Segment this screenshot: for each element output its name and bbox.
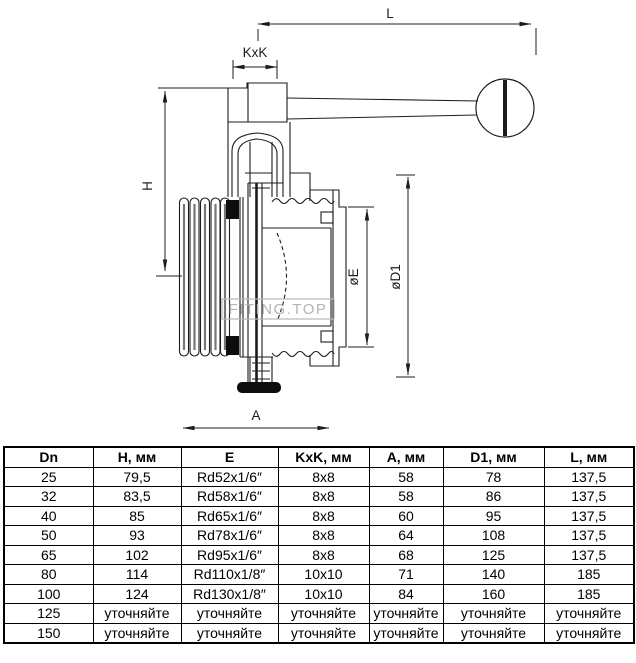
table-header-row [4, 447, 634, 467]
table-cell: 50 [4, 526, 93, 546]
table-cell: 58 [369, 467, 443, 487]
table-cell: 60 [369, 506, 443, 526]
table-row [4, 526, 634, 546]
table-row [4, 467, 634, 487]
table-cell: 137,5 [544, 506, 634, 526]
table-cell: уточняйте [369, 604, 443, 624]
table-cell: 40 [4, 506, 93, 526]
dimensions-table [3, 446, 635, 644]
table-cell: 185 [544, 584, 634, 604]
table-row [4, 545, 634, 565]
handle-ball-grip [476, 79, 534, 137]
table-row [4, 506, 634, 526]
table-cell: уточняйте [369, 623, 443, 643]
table-cell: 83,5 [93, 487, 181, 507]
column-header: H, мм [93, 447, 181, 467]
table-cell: Rd110x1/8″ [181, 565, 278, 585]
table-row [4, 565, 634, 585]
table-cell: 124 [93, 584, 181, 604]
table-cell: 8x8 [278, 545, 369, 565]
table-cell: 79,5 [93, 467, 181, 487]
table-row [4, 604, 634, 624]
lower-stem [237, 357, 281, 393]
table-cell: 137,5 [544, 487, 634, 507]
seal-rings [226, 200, 239, 355]
stem-housing [228, 122, 310, 197]
table-cell: 32 [4, 487, 93, 507]
dim-label-KxK: KxK [242, 45, 268, 60]
table-cell: Rd78x1/6″ [181, 526, 278, 546]
handle-bar [287, 98, 478, 119]
table-cell: 140 [443, 565, 544, 585]
right-body [262, 190, 346, 366]
table-cell: Rd58x1/6″ [181, 487, 278, 507]
table-cell: уточняйте [544, 623, 634, 643]
table-cell: 160 [443, 584, 544, 604]
table-row [4, 623, 634, 643]
column-header: Dn [4, 447, 93, 467]
table-cell: уточняйте [93, 623, 181, 643]
table-cell: 80 [4, 565, 93, 585]
table-cell: Rd52x1/6″ [181, 467, 278, 487]
dimension-KxK [233, 60, 277, 79]
table-cell: 8x8 [278, 467, 369, 487]
handle-stem-block [228, 83, 287, 122]
table-cell: 137,5 [544, 526, 634, 546]
column-header: L, мм [544, 447, 634, 467]
table-header [4, 447, 634, 467]
table-cell: Rd95x1/6″ [181, 545, 278, 565]
table-cell: 185 [544, 565, 634, 585]
table-cell: 108 [443, 526, 544, 546]
watermark [222, 299, 334, 319]
dim-label-E: øE [346, 268, 361, 286]
column-header: E [181, 447, 278, 467]
threaded-end [180, 197, 241, 357]
dimension-H [156, 88, 230, 276]
table-body [4, 467, 634, 643]
table-cell: Rd130x1/8″ [181, 584, 278, 604]
table-cell: 78 [443, 467, 544, 487]
table-cell: уточняйте [443, 623, 544, 643]
table-cell: 125 [4, 604, 93, 624]
column-header: D1, мм [443, 447, 544, 467]
watermark-text: FITING.TOP [228, 301, 328, 318]
table-cell: 64 [369, 526, 443, 546]
table-cell: 10x10 [278, 565, 369, 585]
disc-flange [240, 183, 283, 390]
table-cell: 95 [443, 506, 544, 526]
table-cell: 114 [93, 565, 181, 585]
table-cell: 86 [443, 487, 544, 507]
table-cell: уточняйте [544, 604, 634, 624]
table-cell: Rd65x1/6″ [181, 506, 278, 526]
table-cell: 10x10 [278, 584, 369, 604]
table-cell: уточняйте [181, 604, 278, 624]
table-cell: 84 [369, 584, 443, 604]
dim-label-D1: øD1 [388, 264, 403, 290]
table-cell: 100 [4, 584, 93, 604]
table-cell: 125 [443, 545, 544, 565]
table-cell: 68 [369, 545, 443, 565]
dim-label-L: L [386, 6, 394, 21]
table-cell: 137,5 [544, 467, 634, 487]
table-cell: уточняйте [443, 604, 544, 624]
table-cell: 71 [369, 565, 443, 585]
valve-body-drawing [180, 79, 535, 393]
table-cell: 150 [4, 623, 93, 643]
table-cell: уточняйте [278, 604, 369, 624]
table-cell: 8x8 [278, 487, 369, 507]
table-cell: 8x8 [278, 526, 369, 546]
table-cell: 137,5 [544, 545, 634, 565]
table-cell: уточняйте [278, 623, 369, 643]
table-cell: 102 [93, 545, 181, 565]
table-cell: 58 [369, 487, 443, 507]
table-cell: уточняйте [93, 604, 181, 624]
table-row [4, 584, 634, 604]
table-cell: 65 [4, 545, 93, 565]
table-cell: 8x8 [278, 506, 369, 526]
dimension-L [258, 24, 536, 55]
column-header: A, мм [369, 447, 443, 467]
dim-label-H: H [140, 181, 155, 191]
dim-label-A: A [251, 408, 261, 423]
table-cell: 85 [93, 506, 181, 526]
table-row [4, 487, 634, 507]
table-cell: 25 [4, 467, 93, 487]
table-cell: уточняйте [181, 623, 278, 643]
column-header: KxK, мм [278, 447, 369, 467]
table-cell: 93 [93, 526, 181, 546]
